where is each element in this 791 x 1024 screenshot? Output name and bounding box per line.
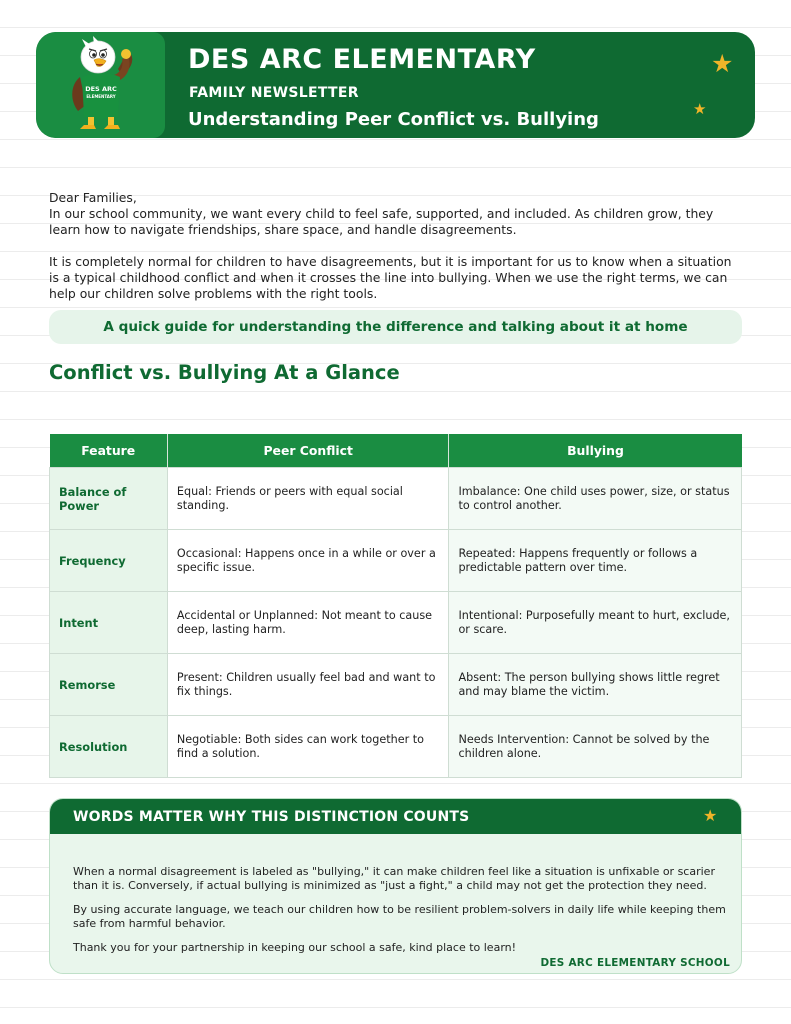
feature-cell: Frequency bbox=[50, 530, 168, 592]
bullying-cell: Needs Intervention: Cannot be solved by the children alone. bbox=[449, 716, 742, 778]
newsletter-header bbox=[36, 32, 755, 138]
eagle-mascot-icon bbox=[66, 35, 138, 135]
column-header: Bullying bbox=[449, 434, 742, 468]
star-icon: ★ bbox=[693, 100, 707, 118]
words-paragraph: By using accurate language, we teach our children how to be resilient problem-solvers in daily life while keeping them safe from harmful behavior. bbox=[73, 903, 726, 930]
conflict-cell: Accidental or Unplanned: Not meant to cause deep, lasting harm. bbox=[167, 592, 449, 654]
words-matter-box bbox=[49, 798, 742, 974]
star-icon: ★ bbox=[703, 806, 718, 825]
bullying-cell: Intentional: Purposefully meant to hurt, exclude, or scare. bbox=[449, 592, 742, 654]
words-matter-header bbox=[50, 799, 741, 834]
feature-cell: Resolution bbox=[50, 716, 168, 778]
bullying-cell: Repeated: Happens frequently or follows a predictable pattern over time. bbox=[449, 530, 742, 592]
mascot-panel bbox=[36, 32, 165, 138]
star-icon: ★ bbox=[711, 49, 734, 78]
table-row bbox=[50, 654, 742, 716]
words-matter-title: WORDS MATTER WHY THIS DISTINCTION COUNTS bbox=[73, 809, 470, 825]
column-header: Peer Conflict bbox=[167, 434, 449, 468]
table-row bbox=[50, 592, 742, 654]
bullying-cell: Imbalance: One child uses power, size, or status to control another. bbox=[449, 468, 742, 530]
table-header-row bbox=[50, 434, 742, 468]
conflict-cell: Negotiable: Both sides can work together to find a solution. bbox=[167, 716, 449, 778]
svg-text:ELEMENTARY: ELEMENTARY bbox=[86, 94, 116, 99]
newsletter-label: FAMILY NEWSLETTER bbox=[189, 85, 359, 101]
greeting: Dear Families, bbox=[49, 190, 137, 205]
words-matter-body bbox=[73, 865, 728, 965]
section-title: Conflict vs. Bullying At a Glance bbox=[49, 361, 400, 384]
conflict-cell: Occasional: Happens once in a while or over a specific issue. bbox=[167, 530, 449, 592]
column-header: Feature bbox=[50, 434, 168, 468]
table-row bbox=[50, 468, 742, 530]
conflict-cell: Equal: Friends or peers with equal social standing. bbox=[167, 468, 449, 530]
newsletter-subtitle: Understanding Peer Conflict vs. Bullying bbox=[188, 109, 599, 130]
conflict-cell: Present: Children usually feel bad and want to fix things. bbox=[167, 654, 449, 716]
intro-paragraph: It is completely normal for children to have disagreements, but it is important for us to know when a situation is a typical childhood conflict and when it crosses the line into bullying. When we use the right terms, we can help our children solve problems with the right tools. bbox=[49, 254, 732, 301]
bullying-cell: Absent: The person bullying shows little regret and may blame the victim. bbox=[449, 654, 742, 716]
letter-intro bbox=[49, 190, 739, 302]
svg-text:DES ARC: DES ARC bbox=[85, 85, 117, 93]
guide-banner: A quick guide for understanding the difference and talking about it at home bbox=[49, 310, 742, 344]
school-signature: DES ARC ELEMENTARY SCHOOL bbox=[540, 957, 730, 969]
feature-cell: Intent bbox=[50, 592, 168, 654]
feature-cell: Balance of Power bbox=[50, 468, 168, 530]
feature-cell: Remorse bbox=[50, 654, 168, 716]
intro-paragraph: In our school community, we want every child to feel safe, supported, and included. As children grow, they learn how to navigate friendships, share space, and handle disagreements. bbox=[49, 206, 714, 237]
school-name: DES ARC ELEMENTARY bbox=[188, 44, 536, 75]
words-paragraph: Thank you for your partnership in keeping our school a safe, kind place to learn! bbox=[73, 941, 517, 954]
words-paragraph: When a normal disagreement is labeled as "bullying," it can make children feel like a situation is unfixable or scarier than it is. Conversely, if actual bullying is minimized as "just a fight," a child may not get the protection they need. bbox=[73, 865, 715, 892]
table-row bbox=[50, 530, 742, 592]
comparison-table bbox=[49, 434, 742, 778]
table-row bbox=[50, 716, 742, 778]
